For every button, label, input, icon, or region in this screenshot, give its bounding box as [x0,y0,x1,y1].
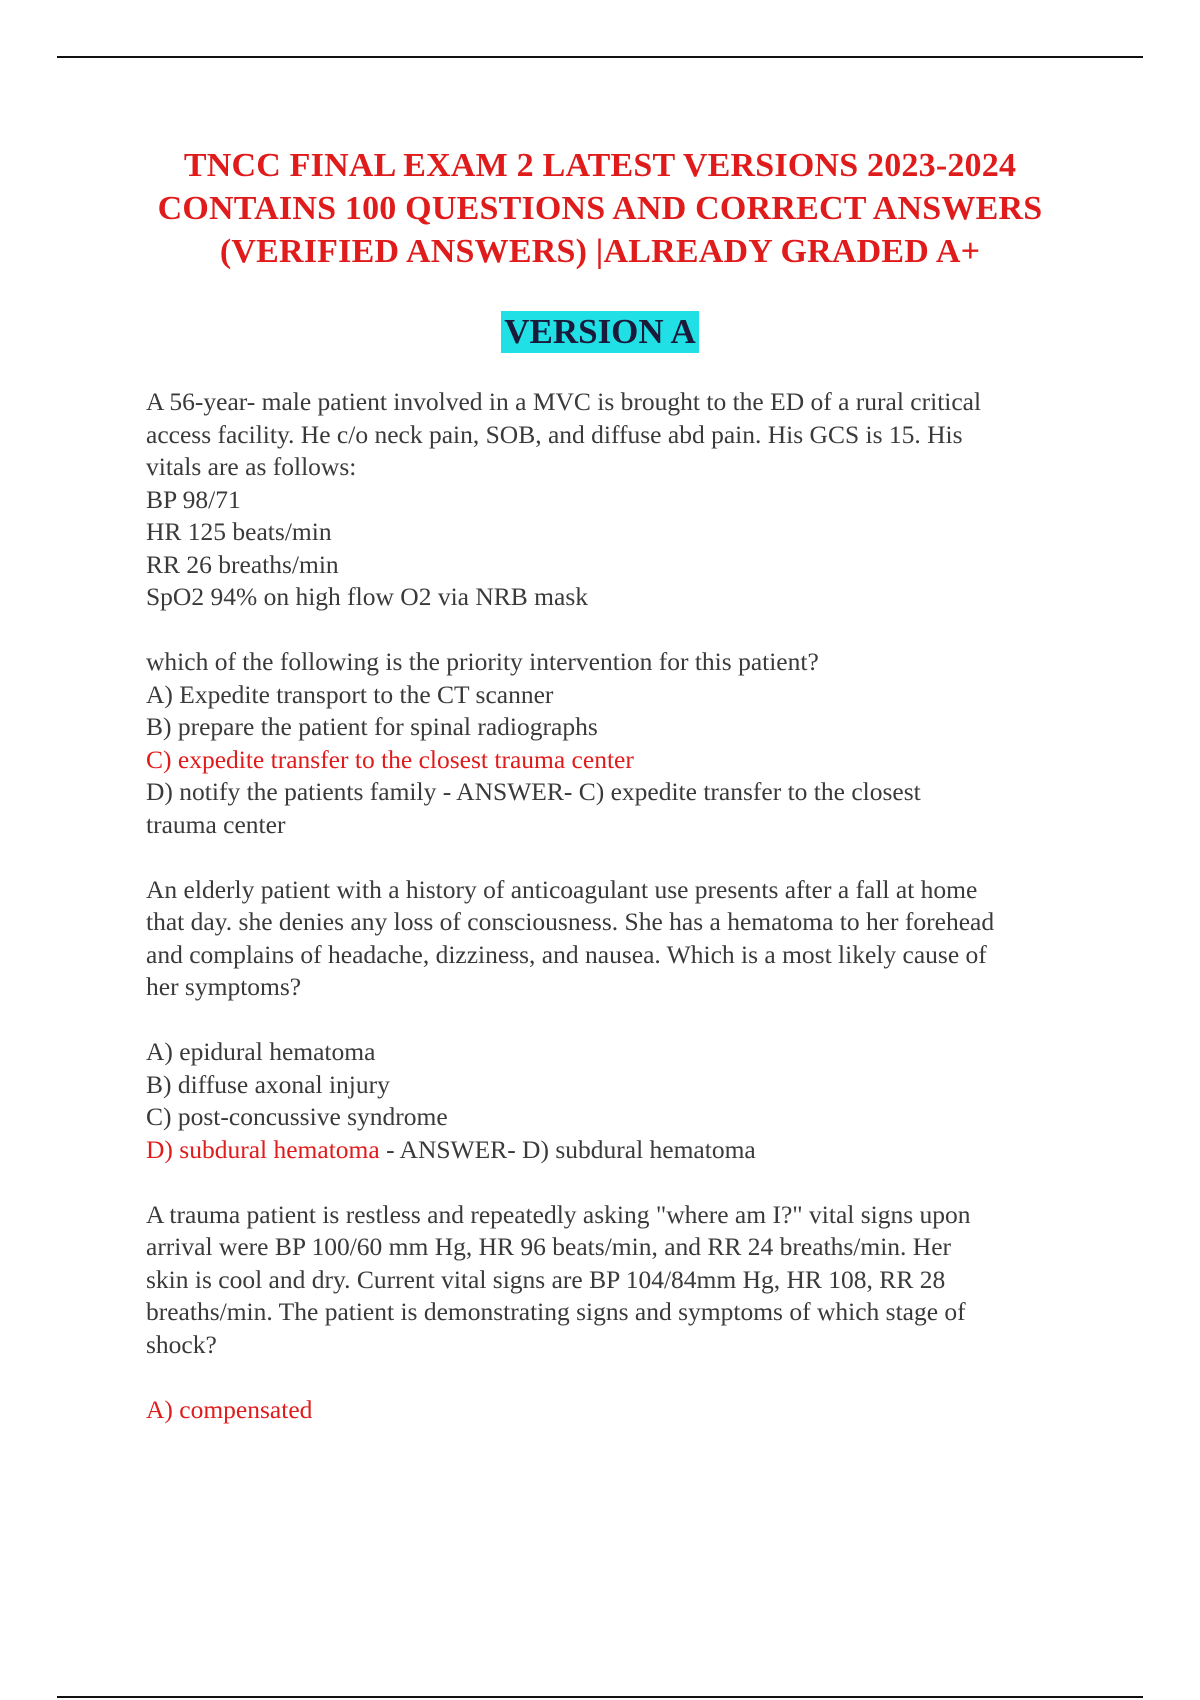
title-line-3: (VERIFIED ANSWERS) |ALREADY GRADED A+ [219,233,981,270]
spacer [146,841,1090,874]
top-rule [57,56,1143,58]
q2-option-d-correct: D) subdural hematoma [146,1134,380,1164]
q1-option-a: A) Expedite transport to the CT scanner [146,679,554,709]
spacer [146,1361,1090,1394]
q2-stem-line: and complains of headache, dizziness, and nausea. Which is a most likely cause of [146,939,987,969]
q1-option-b: B) prepare the patient for spinal radiographs [146,712,598,741]
version-heading [0,311,1200,353]
q1-vital-spo2: SpO2 94% on high flow O2 via NRB mask [146,582,588,611]
document-body [146,386,1090,1426]
q3-stem-line: arrival were BP 100/60 mm Hg, HR 96 beats/min, and RR 24 breaths/min. Her [146,1232,952,1261]
title-line-2: CONTAINS 100 QUESTIONS AND CORRECT ANSWERS [157,190,1043,227]
question-2 [146,874,1090,1167]
q2-answer: - ANSWER- D) subdural hematoma [379,1134,756,1164]
q3-stem-line: A trauma patient is restless and repeatedly asking "where am I?" vital signs upon [146,1199,971,1229]
q1-option-c-correct: C) expedite transfer to the closest trauma center [146,744,634,774]
q1-vital-hr: HR 125 beats/min [146,517,332,546]
spacer [146,1004,1090,1037]
q1-stem-line: A 56-year- male patient involved in a MVC is brought to the ED of a rural critical [146,387,982,416]
document-title [120,144,1080,273]
q1-option-d-answer: D) notify the patients family - ANSWER- C) expedite transfer to the closest [146,777,921,806]
bottom-rule [57,1696,1143,1698]
spacer [146,1166,1090,1199]
q2-option-b: B) diffuse axonal injury [146,1069,390,1099]
q2-option-a: A) epidural hematoma [146,1037,376,1066]
title-line-1: TNCC FINAL EXAM 2 LATEST VERSIONS 2023-2024 [183,147,1017,184]
q1-answer-continued: trauma center [146,809,286,839]
q2-option-c: C) post-concussive syndrome [146,1102,448,1131]
q2-stem-line: An elderly patient with a history of anticoagulant use presents after a fall at home [146,874,978,904]
q3-stem-line: breaths/min. The patient is demonstrating signs and symptoms of which stage of [146,1297,966,1326]
question-1 [146,386,1090,841]
q2-option-d-line [146,1134,1090,1167]
q2-stem-line: that day. she denies any loss of consciousness. She has a hematoma to her forehead [146,907,995,936]
q1-stem-line: access facility. He c/o neck pain, SOB, and diffuse abd pain. His GCS is 15. His [146,419,963,449]
q1-stem-line: vitals are as follows: [146,452,357,481]
q3-option-a-correct: A) compensated [146,1394,313,1424]
q1-prompt: which of the following is the priority intervention for this patient? [146,647,819,676]
q2-stem-line: her symptoms? [146,972,302,1001]
q1-vital-bp: BP 98/71 [146,484,241,514]
question-3 [146,1199,1090,1427]
q3-stem-line: skin is cool and dry. Current vital signs are BP 104/84mm Hg, HR 108, RR 28 [146,1264,946,1294]
version-label: VERSION A [501,311,699,353]
spacer [146,614,1090,647]
q1-vital-rr: RR 26 breaths/min [146,549,339,579]
q3-stem-line: shock? [146,1329,217,1359]
